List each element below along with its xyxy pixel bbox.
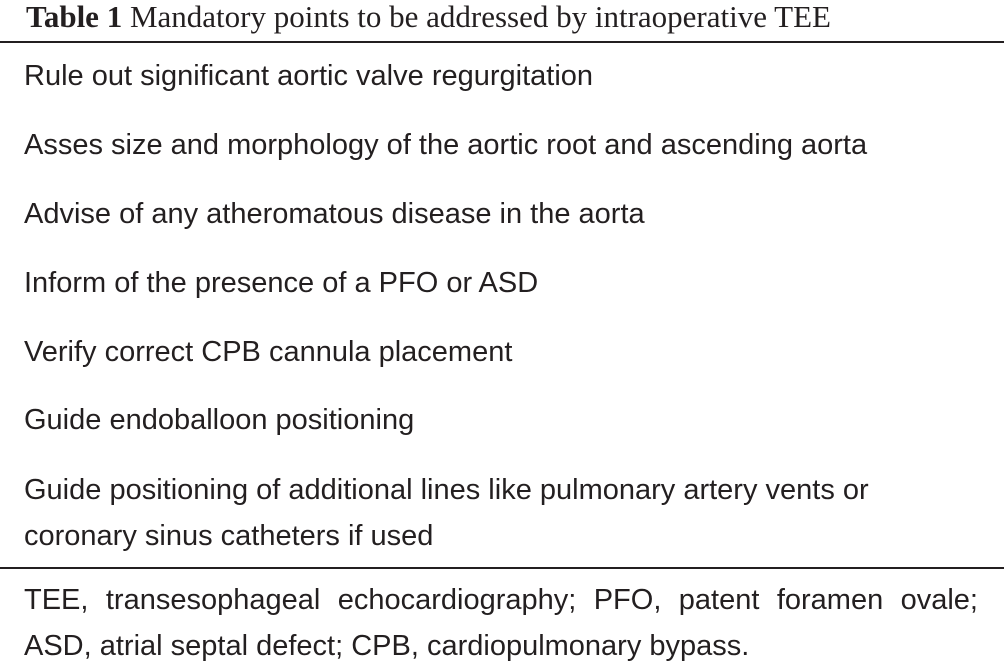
table-title: Mandatory points to be addressed by intraoperative TEE bbox=[129, 0, 831, 34]
table-bottom-rule bbox=[0, 567, 1004, 569]
table-cell-text: Advise of any atheromatous disease in the aorta bbox=[24, 198, 645, 230]
table-row bbox=[24, 191, 645, 237]
table-cell-text: Asses size and morphology of the aortic root and ascending aorta bbox=[24, 129, 868, 161]
table-row bbox=[24, 260, 538, 306]
table-row bbox=[24, 122, 867, 168]
table-label: Table 1 bbox=[26, 0, 123, 34]
table-cell-text: Guide positioning of additional lines like pulmonary artery vents or bbox=[24, 474, 869, 506]
table-top-rule bbox=[0, 41, 1004, 43]
table-cell-text: Rule out significant aortic valve regurgitation bbox=[24, 60, 594, 92]
table-cell-text: coronary sinus catheters if used bbox=[24, 520, 434, 552]
table-row bbox=[24, 329, 512, 375]
table-cell-text: Verify correct CPB cannula placement bbox=[24, 336, 513, 368]
table-footnote: TEE, transesophageal echocardiography; PFO, patent foramen ovale; ASD, atrial septal defect; CPB, cardiopulmonary bypass. bbox=[24, 584, 978, 662]
table-caption bbox=[26, 0, 831, 40]
table-row bbox=[24, 53, 593, 99]
table-row bbox=[24, 397, 414, 443]
table-row bbox=[24, 467, 869, 559]
table-cell-text: Inform of the presence of a PFO or ASD bbox=[24, 267, 539, 299]
table-cell-text: Guide endoballoon positioning bbox=[24, 404, 415, 436]
